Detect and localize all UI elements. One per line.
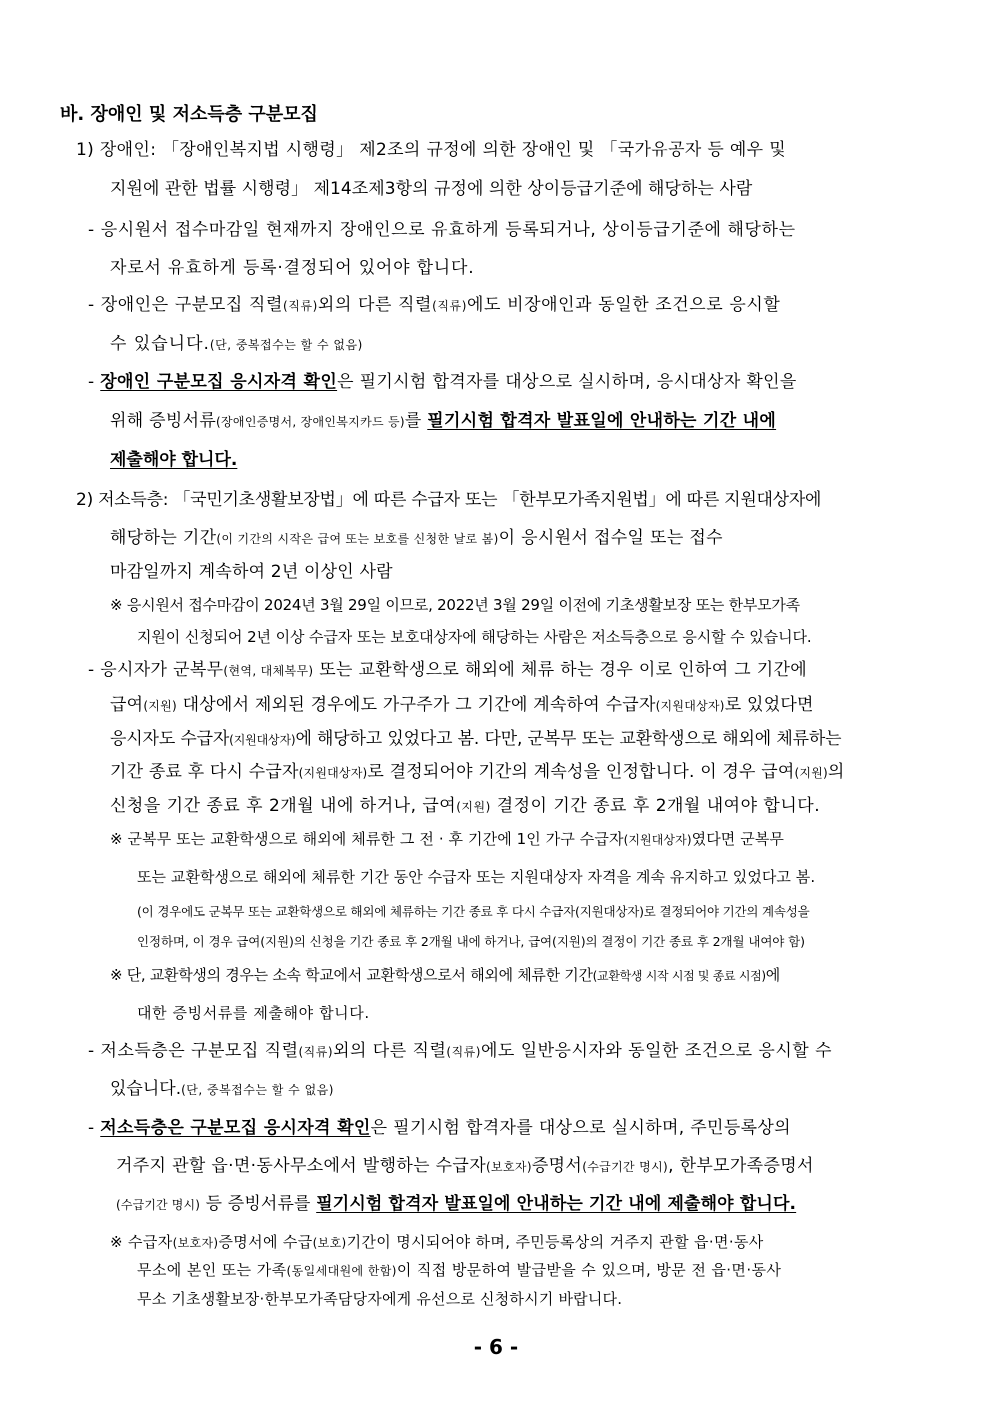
item2-dash1-line4: 기간 종료 후 다시 수급자(지원대상자)로 결정되어야 기간의 계속성을 인정합니다. 이 경우 급여(지원)의 <box>110 762 845 782</box>
item2-note4-line1: ※ 수급자(보호자)증명서에 수급(보호)기간이 명시되어야 하며, 주민등록상의 거주지 관할 읍·면·동사 <box>110 1233 764 1251</box>
item2-note2-line3: (이 경우에도 군복무 또는 교환학생으로 해외에 체류하는 기간 종료 후 다시 수급자(지원대상자)로 결정되어야 기간의 계속성을 <box>137 904 810 919</box>
item2-note2-line4: 인정하며, 이 경우 급여(지원)의 신청을 기간 종료 후 2개월 내에 하거나, 급여(지원)의 결정이 기간 종료 후 2개월 내여야 함) <box>137 934 805 949</box>
item1-dash3-line2: 위해 증빙서류(장애인증명서, 장애인복지카드 등)를 필기시험 합격자 발표일에 안내하는 기간 내에 <box>110 411 777 431</box>
item2-note4-line2: 무소에 본인 또는 가족(동일세대원에 한함)이 직접 방문하여 발급받을 수 있으며, 방문 전 읍·면·동사 <box>137 1261 782 1279</box>
item1-line2: 지원에 관한 법률 시행령」 제14조제3항의 규정에 의한 상이등급기준에 해당하는 사람 <box>110 179 753 199</box>
item2-dash1-line3: 응시자도 수급자(지원대상자)에 해당하고 있었다고 봄. 다만, 군복무 또는 교환학생으로 해외에 체류하는 <box>110 729 842 749</box>
item2-note2-line2: 또는 교환학생으로 해외에 체류한 기간 동안 수급자 또는 지원대상자 자격을 계속 유지하고 있었다고 봄. <box>137 868 816 886</box>
disabled-eligibility-check: 장애인 구분모집 응시자격 확인 <box>100 372 338 392</box>
section-title: 바. 장애인 및 저소득층 구분모집 <box>60 104 318 125</box>
item1-dash2-line2: 수 있습니다.(단, 중복접수는 할 수 없음) <box>110 334 363 354</box>
item2-note1-line2: 지원이 신청되어 2년 이상 수급자 또는 보호대상자에 해당하는 사람은 저소득층으로 응시할 수 있습니다. <box>137 628 812 646</box>
item1-dash1-line1: - 응시원서 접수마감일 현재까지 장애인으로 유효하게 등록되거나, 상이등급기준에 해당하는 <box>88 220 796 240</box>
item1-dash3-line1: - 장애인 구분모집 응시자격 확인은 필기시험 합격자를 대상으로 실시하며, 응시대상자 확인을 <box>88 372 797 392</box>
item2-line2: 해당하는 기간(이 기간의 시작은 급여 또는 보호를 신청한 날로 봄)이 응시원서 접수일 또는 접수 <box>110 528 723 548</box>
item2-note1-line1: ※ 응시원서 접수마감이 2024년 3월 29일 이므로, 2022년 3월 29일 이전에 기초생활보장 또는 한부모가족 <box>110 596 800 614</box>
item1-line1: 1) 장애인: 「장애인복지법 시행령」 제2조의 규정에 의한 장애인 및 「국가유공자 등 예우 및 <box>76 140 786 160</box>
item2-dash2-line2: 있습니다.(단, 중복접수는 할 수 없음) <box>110 1079 334 1099</box>
item2-dash1-line2: 급여(지원) 대상에서 제외된 경우에도 가구주가 그 기간에 계속하여 수급자(지원대상자)로 있었다면 <box>110 695 814 715</box>
item2-dash3-line2: 거주지 관할 읍·면·동사무소에서 발행하는 수급자(보호자)증명서(수급기간 명시), 한부모가족증명서 <box>116 1156 814 1176</box>
item2-line3: 마감일까지 계속하여 2년 이상인 사람 <box>110 562 393 582</box>
page-number: - 6 - <box>473 1335 519 1359</box>
item2-note3-line1: ※ 단, 교환학생의 경우는 소속 학교에서 교환학생으로서 해외에 체류한 기간(교환학생 시작 시점 및 종료 시점)에 <box>110 966 780 984</box>
item2-dash3-line1: - 저소득층은 구분모집 응시자격 확인은 필기시험 합격자를 대상으로 실시하며, 주민등록상의 <box>88 1118 791 1138</box>
item2-note2-line1: ※ 군복무 또는 교환학생으로 해외에 체류한 그 전 · 후 기간에 1인 가구 수급자(지원대상자)였다면 군복무 <box>110 830 785 848</box>
low-income-eligibility-check: 저소득층은 구분모집 응시자격 확인 <box>100 1118 371 1138</box>
item2-note3-line2: 대한 증빙서류를 제출해야 합니다. <box>137 1004 370 1022</box>
item2-dash3-line3: (수급기간 명시) 등 증빙서류를 필기시험 합격자 발표일에 안내하는 기간 내에 제출해야 합니다. <box>116 1194 797 1214</box>
item2-dash1-line5: 신청을 기간 종료 후 2개월 내에 하거나, 급여(지원) 결정이 기간 종료 후 2개월 내여야 합니다. <box>110 796 821 816</box>
item2-dash2-line1: - 저소득층은 구분모집 직렬(직류)외의 다른 직렬(직류)에도 일반응시자와 동일한 조건으로 응시할 수 <box>88 1041 833 1061</box>
item1-dash1-line2: 자로서 유효하게 등록·결정되어 있어야 합니다. <box>110 258 475 278</box>
item2-dash1-line1: - 응시자가 군복무(현역, 대체복무) 또는 교환학생으로 해외에 체류 하는 경우 이로 인하여 그 기간에 <box>88 660 808 680</box>
item1-dash2-line1: - 장애인은 구분모집 직렬(직류)외의 다른 직렬(직류)에도 비장애인과 동일한 조건으로 응시할 <box>88 295 781 315</box>
item2-line1: 2) 저소득층: 「국민기초생활보장법」에 따른 수급자 또는 「한부모가족지원법」에 따른 지원대상자에 <box>76 490 822 510</box>
item2-note4-line3: 무소 기초생활보장·한부모가족담당자에게 유선으로 신청하시기 바랍니다. <box>137 1290 623 1308</box>
item1-dash3-line3: 제출해야 합니다. <box>110 450 238 470</box>
